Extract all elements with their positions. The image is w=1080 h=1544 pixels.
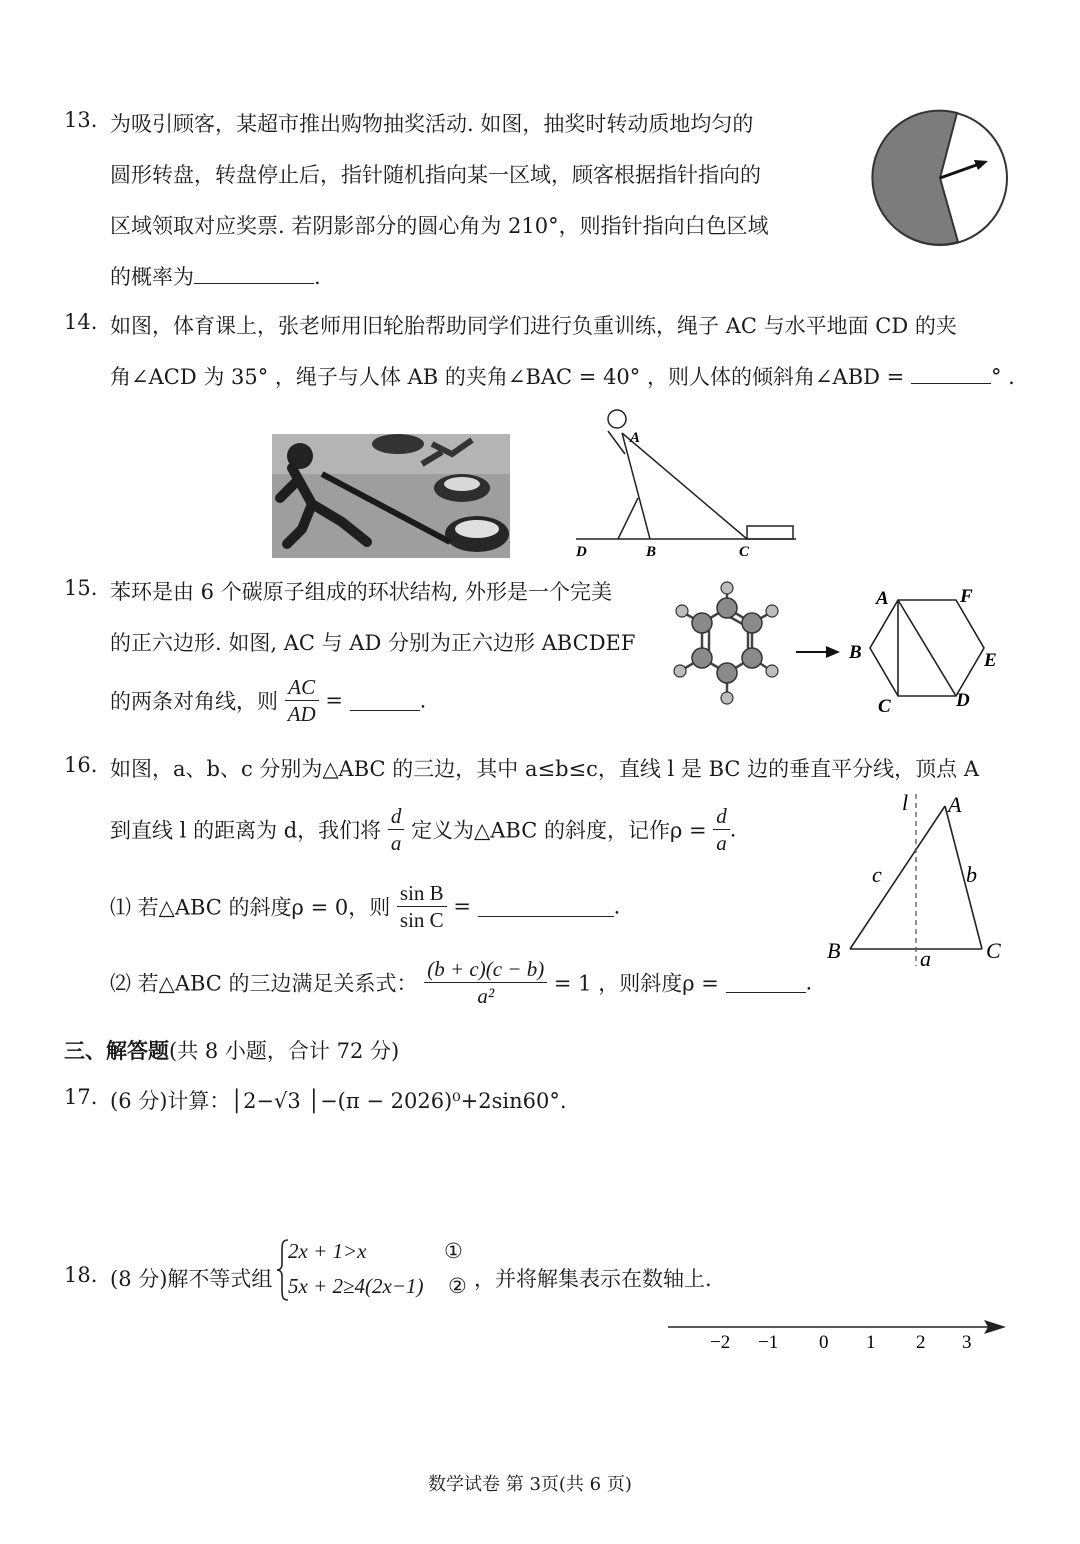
q15-line-3-text: 的两条对角线，则 — [110, 689, 278, 714]
q18-suffix: ，并将解集表示在数轴上. — [474, 1267, 712, 1291]
q16-rho-numerator: d — [713, 803, 730, 830]
right-arrow-icon — [826, 646, 840, 658]
section-3-heading — [64, 1035, 399, 1065]
label-B: B — [849, 642, 862, 663]
label-B: B — [827, 938, 841, 963]
q15-line-1: 苯环是由 6 个碳原子组成的环状结构, 外形是一个完美 — [110, 580, 613, 604]
label-D: D — [956, 690, 970, 711]
q17-number: 17. — [64, 1085, 98, 1109]
label-F: F — [960, 586, 973, 607]
q16-part-1 — [110, 880, 620, 933]
q14-end: ° . — [990, 365, 1015, 389]
q15-arrow — [794, 642, 844, 662]
tire-box — [747, 526, 793, 539]
tick-3: 3 — [962, 1332, 972, 1353]
q13-answer-blank[interactable] — [194, 263, 314, 284]
q15-eq: = — [325, 688, 343, 713]
q18-mark-1: ① — [444, 1239, 463, 1263]
label-b: b — [966, 862, 977, 887]
q13-line-4-text: 的概率为 — [110, 265, 194, 289]
section-3-title: 三、解答题 — [64, 1038, 169, 1063]
q16-line-2-text-b: 定义为△ABC 的斜度，记作ρ = — [411, 818, 707, 843]
q16-frac-numerator: d — [388, 803, 405, 830]
q14-line-1: 如图，体育课上，张老师用旧轮胎帮助同学们进行负重训练，绳子 AC 与水平地面 CD 的夹 — [110, 314, 957, 338]
tick-neg1: −1 — [758, 1332, 779, 1353]
q16-rho-denominator: a — [716, 831, 727, 855]
q16-part-2-denominator: a² — [477, 984, 495, 1008]
q18-number-line — [664, 1314, 1010, 1358]
q16-part-2-end: . — [805, 970, 813, 995]
q15-frac-numerator: AC — [285, 674, 319, 701]
label-l: l — [902, 790, 909, 815]
q15-line-2: 的正六边形. 如图, AC 与 AD 分别为正六边形 ABCDEF — [110, 631, 636, 655]
q16-part-2-text-b: = 1 ，则斜度ρ = — [553, 971, 719, 996]
q16-part-1-fraction — [397, 880, 447, 933]
q14-number: 14. — [64, 310, 98, 334]
q15-answer-blank[interactable] — [350, 690, 420, 711]
label-D: D — [576, 544, 587, 560]
label-c: c — [872, 862, 882, 887]
label-C: C — [986, 938, 1001, 963]
q17-text: (6 分)计算：│2−√3 │−(π − 2026)⁰+2sin60°. — [110, 1089, 567, 1113]
q16-part-2-fraction — [424, 956, 547, 1009]
section-3-note: (共 8 小题，合计 72 分) — [169, 1039, 400, 1063]
q18-inequality-1: 2x + 1>x — [288, 1239, 367, 1263]
label-C: C — [739, 544, 750, 560]
label-B: B — [646, 544, 657, 560]
q16-fraction-d-over-a — [388, 803, 405, 856]
q15-end: . — [419, 688, 427, 713]
tick-2: 2 — [916, 1332, 926, 1353]
q16-line-2 — [110, 803, 736, 856]
q18-prefix: (8 分)解不等式组 — [110, 1267, 273, 1291]
q14-photo — [272, 434, 510, 558]
q16-part-2-text: ⑵ 若△ABC 的三边满足关系式： — [110, 971, 418, 996]
q18-inequality-2: 5x + 2≥4(2x−1) — [288, 1274, 424, 1298]
label-E: E — [984, 650, 997, 671]
q16-part-1-eq: = — [453, 894, 471, 919]
label-A: A — [876, 588, 889, 609]
label-a: a — [920, 946, 931, 971]
label-C: C — [878, 696, 891, 717]
q15-fraction — [285, 674, 319, 727]
q15-number: 15. — [64, 576, 98, 600]
q16-part-1-numerator: sin B — [397, 880, 447, 907]
q16-part-1-denominator: sin C — [399, 908, 444, 932]
side-c-AB — [850, 806, 945, 949]
q13-end: . — [314, 265, 321, 289]
q16-part-2 — [110, 956, 812, 1009]
q13-number: 13. — [64, 108, 98, 132]
q14-line-2 — [110, 361, 1015, 391]
label-A: A — [948, 792, 962, 817]
q15-frac-denominator: AD — [287, 702, 316, 726]
q16-triangle-figure — [820, 786, 1020, 976]
tick-0: 0 — [819, 1332, 829, 1353]
q15-hexagon-figure — [842, 582, 1012, 722]
tick-neg2: −2 — [710, 1332, 731, 1353]
q16-part-2-answer-blank[interactable] — [726, 972, 806, 993]
q16-line-1: 如图，a、b、c 分别为△ABC 的三边，其中 a≤b≤c，直线 l 是 BC 边的垂直平分线，顶点 A — [110, 757, 980, 781]
q16-fraction-rho — [713, 803, 730, 856]
tick-1: 1 — [866, 1332, 876, 1353]
q13-line-1: 为吸引顾客，某超市推出购物抽奖活动. 如图，抽奖时转动质地均匀的 — [110, 112, 754, 136]
person-head — [608, 410, 626, 428]
q14-answer-blank[interactable] — [911, 363, 991, 384]
diagonal-AD — [898, 600, 956, 696]
q16-part-1-answer-blank[interactable] — [478, 896, 614, 917]
q15-line-3 — [110, 674, 426, 727]
label-A: A — [630, 430, 641, 446]
q16-part-1-text: ⑴ 若△ABC 的斜度ρ = 0，则 — [110, 895, 391, 920]
q16-part-2-numerator: (b + c)(c − b) — [424, 956, 547, 983]
q15-benzene-figure — [662, 578, 802, 718]
q18-mark-2: ② — [448, 1274, 467, 1298]
q18-number: 18. — [64, 1263, 98, 1287]
q16-line-2-text-a: 到直线 l 的距离为 d，我们将 — [110, 818, 382, 843]
q16-part-1-end: . — [613, 894, 621, 919]
q16-line-2-end: . — [729, 817, 737, 842]
q14-diagram — [570, 406, 802, 562]
q13-line-3: 区域领取对应奖票. 若阴影部分的圆心角为 210°，则指针指向白色区域 — [110, 214, 769, 238]
q16-number: 16. — [64, 753, 98, 777]
back-leg — [618, 498, 638, 539]
q13-line-2: 圆形转盘，转盘停止后，指针随机指向某一区域，顾客根据指针指向的 — [110, 163, 761, 187]
page-footer: 数学试卷 第 3页(共 6 页) — [428, 1474, 632, 1495]
q16-frac-denominator: a — [390, 831, 402, 855]
q14-line-2-text: 角∠ACD 为 35° ，绳子与人体 AB 的夹角∠BAC = 40° ，则人体的倾斜角∠ABD = — [110, 365, 905, 389]
q13-line-4 — [110, 261, 321, 291]
q13-spinner-figure — [868, 108, 1016, 248]
segment-AC — [622, 433, 747, 539]
